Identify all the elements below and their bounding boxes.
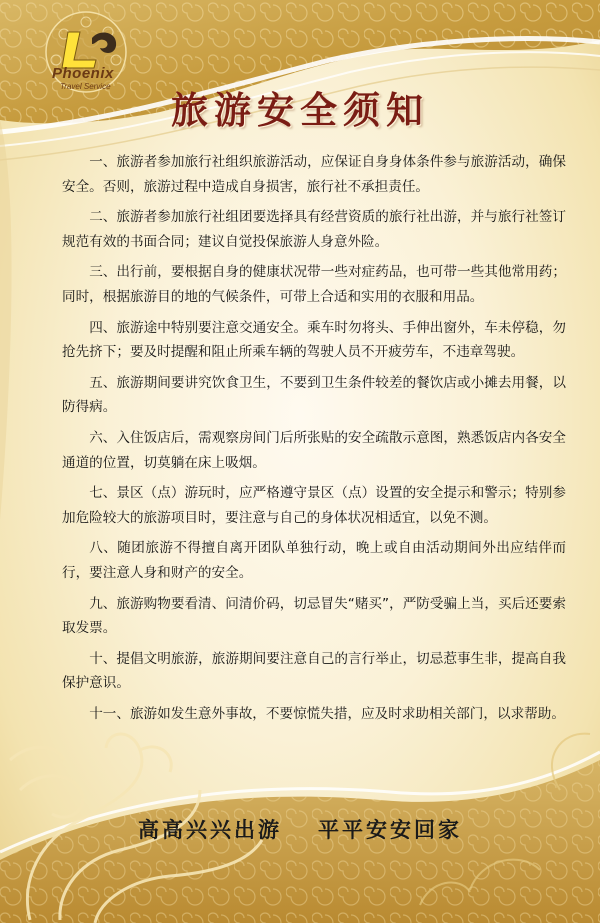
slogan-right: 平平安安回家 <box>318 817 462 842</box>
notice-clauses <box>62 150 566 732</box>
logo-brand-name: Phoenix <box>52 65 114 82</box>
clause-7: 七、景区（点）游玩时，应严格遵守景区（点）设置的安全提示和警示；特别参加危险较大的旅游项目时，要注意与自己的身体状况相适宜，以免不测。 <box>62 485 566 526</box>
clause-8: 八、随团旅游不得擅自离开团队单独行动，晚上或自由活动期间外出应结伴而行，要注意人身和财产的安全。 <box>62 540 566 581</box>
page-title: 旅游安全须知 <box>171 88 429 132</box>
clause-2: 二、旅游者参加旅行社组团要选择具有经营资质的旅行社出游，并与旅行社签订规范有效的书面合同；建议自觉投保旅游人身意外险。 <box>62 209 566 250</box>
clause-11: 十一、旅游如发生意外事故，不要惊慌失措，应及时求助相关部门，以求帮助。 <box>89 705 565 722</box>
clause-5: 五、旅游期间要讲究饮食卫生，不要到卫生条件较差的餐饮店或小摊去用餐，以防得病。 <box>62 374 566 416</box>
clause-10: 十、提倡文明旅游，旅游期间要注意自己的言行举止，切忌惹事生非，提高自我保护意识。 <box>62 650 566 692</box>
clause-1: 一、旅游者参加旅行社组织旅游活动，应保证自身身体条件参与旅游活动，确保安全。否则，旅游过程中造成自身损害，旅行社不承担责任。 <box>62 154 566 195</box>
clause-3: 三、出行前，要根据自身的健康状况带一些对症药品，也可带一些其他常用药；同时，根据旅游目的地的气候条件，可带上合适和实用的衣服和用品。 <box>62 264 566 305</box>
slogan <box>0 814 600 844</box>
clause-6: 六、入住饭店后，需观察房间门后所张贴的安全疏散示意图，熟悉饭店内各安全通道的位置，切莫躺在床上吸烟。 <box>62 429 566 471</box>
slogan-left: 高高兴兴出游 <box>138 817 282 842</box>
logo-subtitle: Travel Service <box>60 82 111 91</box>
clause-4: 四、旅游途中特别要注意交通安全。乘车时勿将头、手伸出窗外，车未停稳，勿抢先挤下；要及时提醒和阻止所乘车辆的驾驶人员不开疲劳车，不违章驾驶。 <box>62 319 566 361</box>
clause-9: 九、旅游购物要看清、问清价码，切忌冒失“赌买”，严防受骗上当，买后还要索取发票。 <box>62 595 566 637</box>
